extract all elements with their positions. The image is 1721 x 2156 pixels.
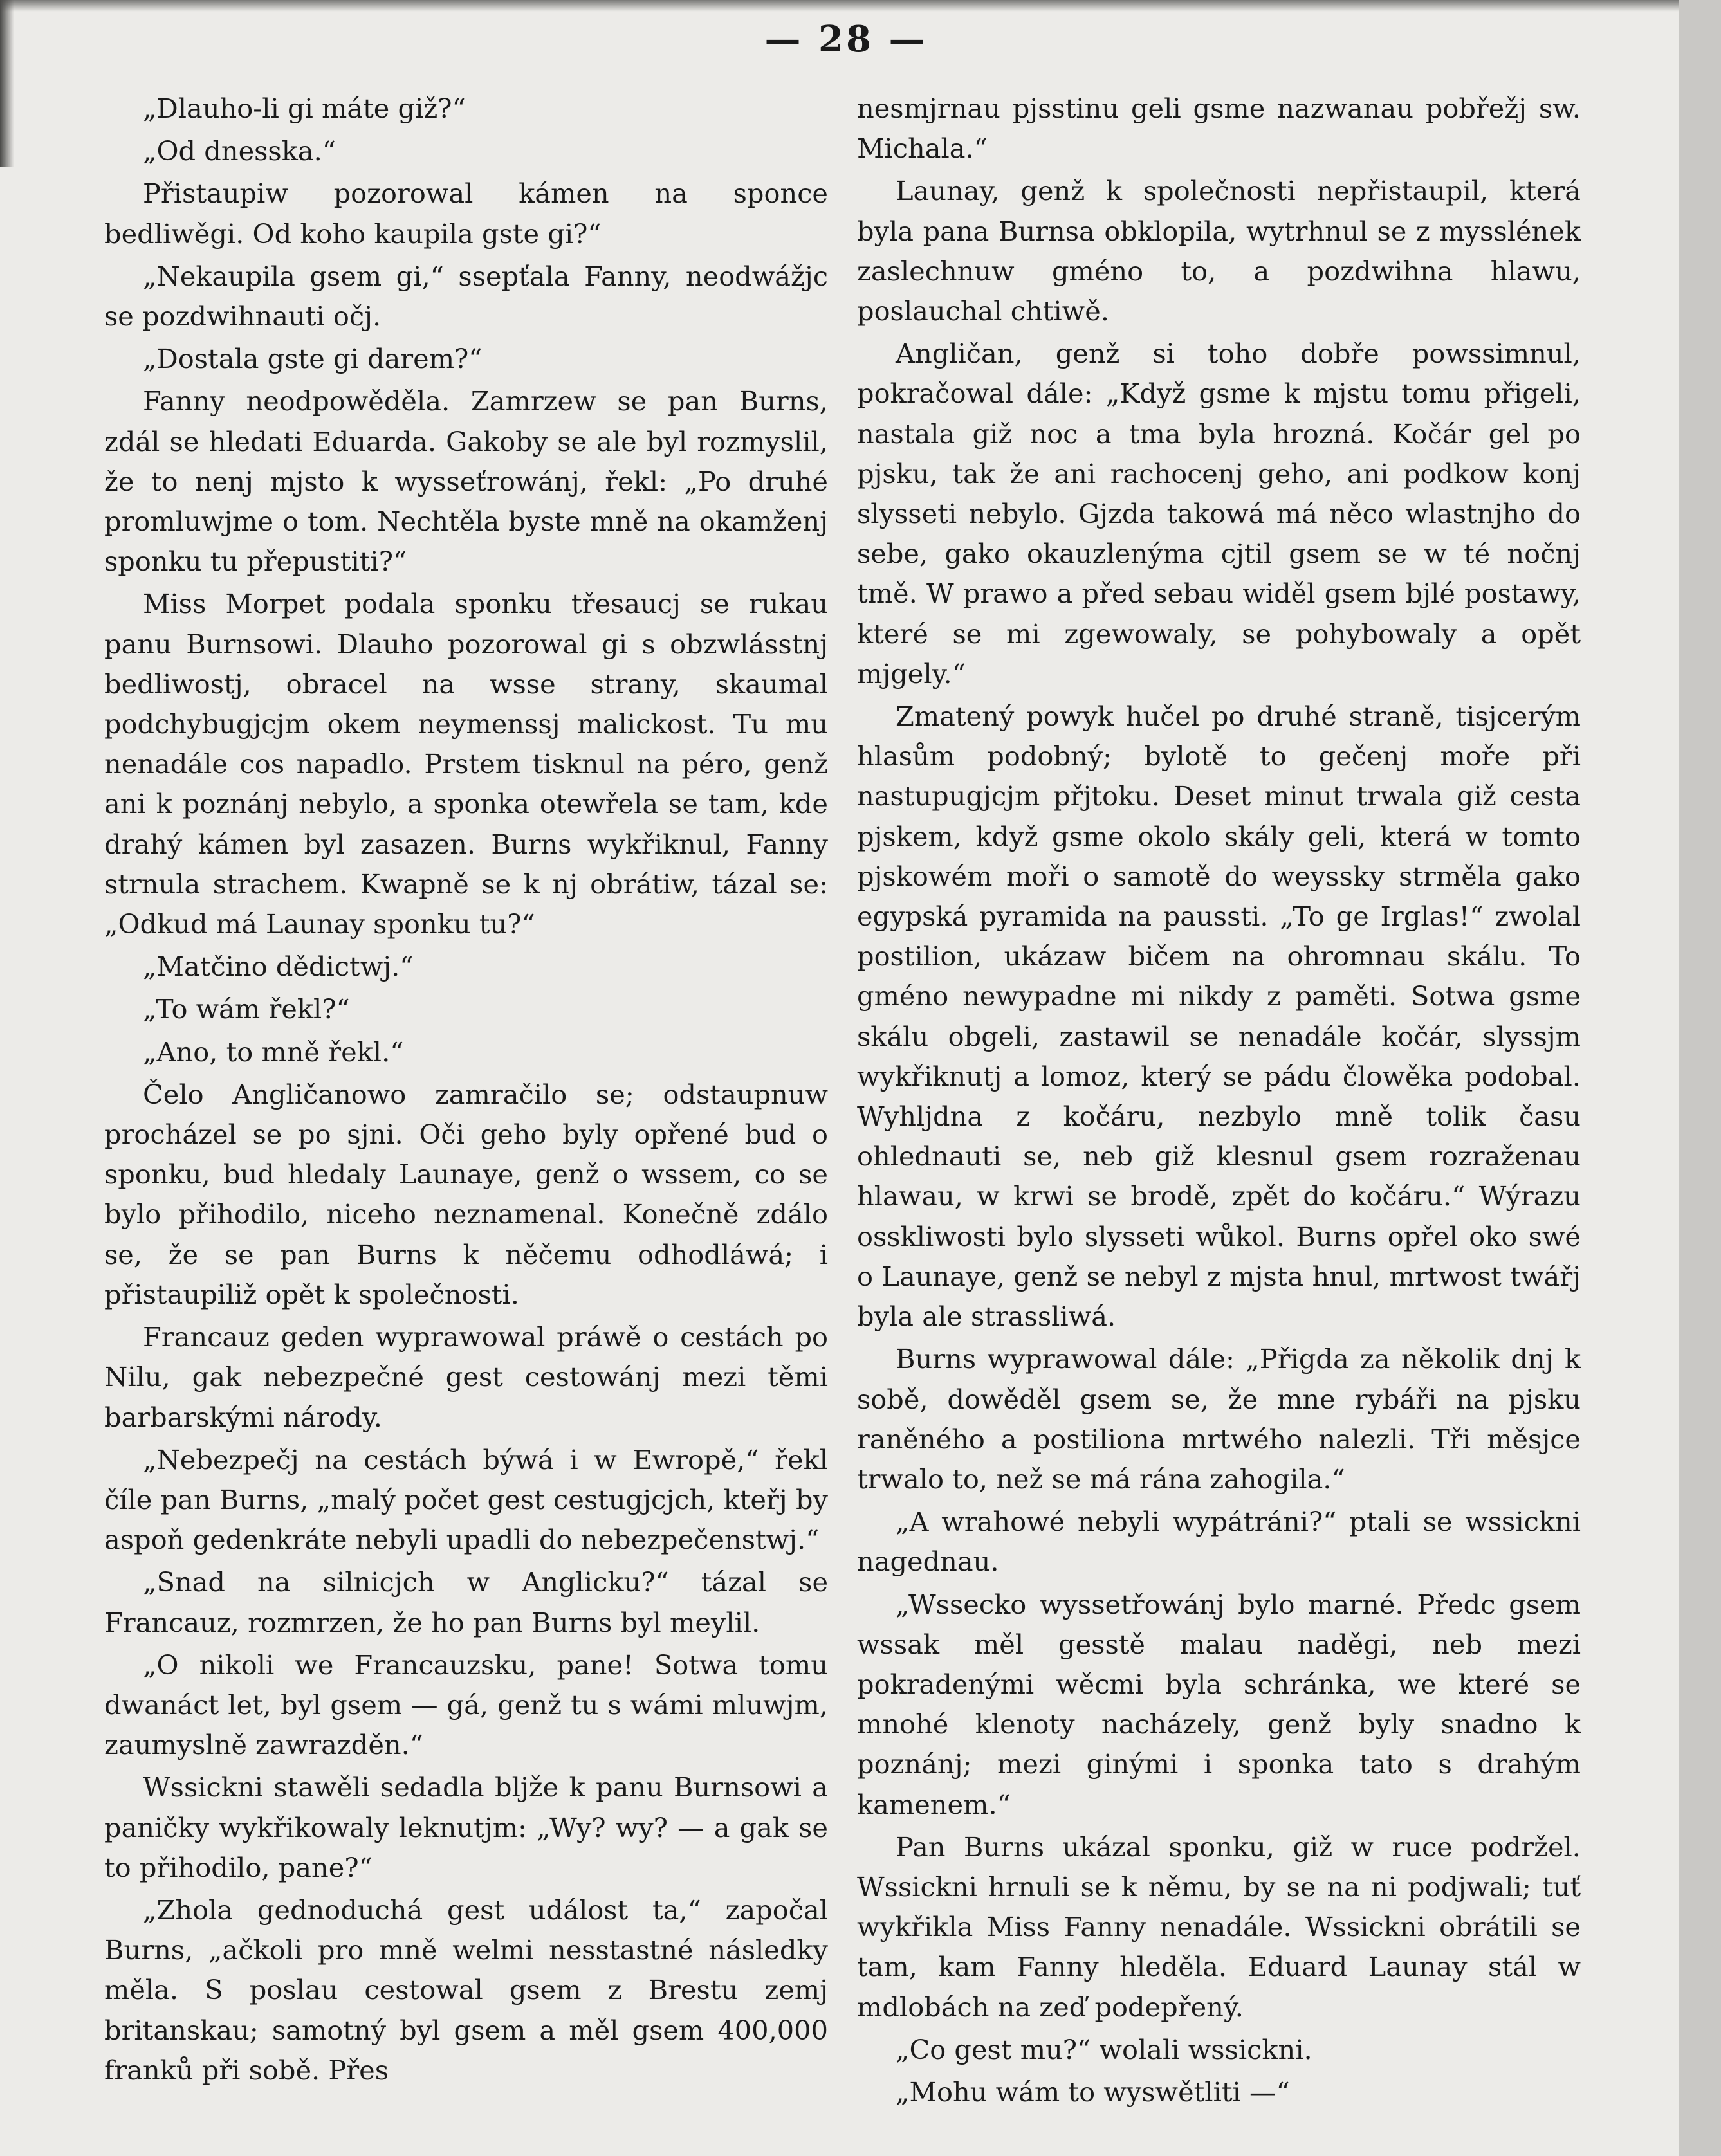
paragraph: „Nebezpečj na cestách býwá i w Ewropě,“ řekl číle pan Burns, „malý počet gest cestugjcjch, kteřj by aspoň gedenkráte nebyli upadli do nebezpečenstwj.“	[104, 1443, 828, 1556]
paragraph: „A wrahowé nebyli wypátránі?“ ptali se wssickni nagednau.	[857, 1506, 1581, 1578]
paragraph: Přistaupiw pozorowal kámen na sponce bedliwěgi. Od koho kaupila gste gi?“	[104, 178, 828, 250]
scan-margin	[1679, 0, 1721, 2156]
paragraph: „Matčino dědictwj.“	[143, 951, 414, 983]
paragraph: „Snad na silnicjch w Anglicku?“ tázal se Francauz, rozmrzen, že ho pan Burns byl meylil.	[104, 1566, 828, 1638]
paragraph: „Ano, to mně řekl.“	[143, 1036, 404, 1068]
paragraph: Launay, genž k společnosti nepřistaupil, která byla pana Burnsa obklopila, wytrhnul se z mysslének zaslechnuw gméno to, a pozdwihna hlawu, poslauchal chtiwě.	[857, 175, 1581, 327]
paragraph: „Mohu wám to wyswětliti —“	[896, 2076, 1290, 2108]
paragraph-continued: nesmjrnau pjsstinu geli gsme nazwanau pobřežj sw. Michala.“	[857, 93, 1581, 165]
left-column	[104, 89, 828, 2090]
paragraph: Pan Burns ukázal sponku, giž w ruce podržel. Wssickni hrnuli se k němu, by se na ni podjwali; tuť wykřikla Miss Fanny nenadále. Wssickni obrátili se tam, kam Fanny hleděla. Eduard Launay stál w mdlobách na zeď podepřený.	[857, 1831, 1581, 2023]
paragraph: Francauz geden wyprawowal práwě o cestách po Nilu, gak nebezpečné gest cestowánj mezi těmi barbarskými národy.	[104, 1321, 828, 1433]
paragraph: Miss Morpet podala sponku třesaucj se rukau panu Burnsowi. Dlauho pozorowal gi s obzwlásstnj bedliwostj, obracel na wsse strany, skaumal podchybugjcjm okem neymenssj malickost. Tu mu nenadále cos napadlo. Prstem tisknul na péro, genž ani k poznánj nebylo, a sponka otewřela se tam, kde drahý kámen byl zasazen. Burns wykřiknul, Fanny strnula strachem. Kwapně se k nj obrátiw, tázal se: „Odkud má Launay sponku tu?“	[104, 588, 828, 940]
paragraph: Fanny neodpowěděla. Zamrzew se pan Burns, zdál se hledati Eduarda. Gakoby se ale byl rozmyslil, že to nenj mjsto k wysseťrowánj, řekl: „Po druhé promluwjme o tom. Nechtěla byste mně na okamženj sponku tu přepustiti?“	[104, 385, 828, 578]
paragraph: Burns wyprawowal dále: „Přigda za několik dnj k sobě, dowěděl gsem se, že mne rybáři na pjsku raněného a postiliona mrtwého nalezli. Tři měsjce trwalo to, než se má rána zahogila.“	[857, 1343, 1581, 1495]
right-column	[857, 89, 1581, 2112]
paragraph: Zmatený powyk hučel po druhé straně, tisjcerým hlasům podobný; bylotě to gečenj moře při nastupugjcjm přjtoku. Deset minut trwala giž cesta pjskem, když gsme okolo skály geli, která w tomto pjskowém moři o samotě do weysskу strměla gako egypská pyramida na paussti. „To ge Irglas!“ zwolal postilion, ukázaw bičem na ohromnau skálu. To gméno newypadne mi nikdy z paměti. Sotwa gsme skálu obgeli, zastawil se nenadále kočár, slyssjm wykřiknutj a lomoz, který se pádu člowěka podobal. Wyhljdna z kočáru, nezbylo mně tolik času ohlednauti se, neb giž klesnul gsem rozraženau hlawau, w krwi se brodě, zpět do kočáru.“ Wýrazu ossklіwosti bylo slysseti wůkol. Burns opřel oko swé o Launaye, genž se nebyl z mjsta hnul, mrtwost twářj byla ale strassliwá.	[857, 700, 1581, 1333]
paragraph: Angličan, genž si toho dobře powssimnul, pokračowal dále: „Když gsme k mjstu tomu přigeli, nastala giž noc a tma byla hrozná. Kočár gel po pjsku, tak že ani rachocenj geho, ani podkow konj slysseti nebylo. Gjzda takowá má něco wlastnjho do sebe, gako okauzlenýma cjtil gsem se w té nočnj tmě. W prawo a před sebau widěl gsem bjlé postawy, které se mi zgewowaly, se pohybowaly a opět mjgely.“	[857, 338, 1581, 690]
paragraph: „Wssecko wyssetřowánj bylo marné. Předc gsem wssak měl gesstě malau naděgi, neb mezi pokradenými wěcmi byla schránka, we které se mnohé klenoty nacházely, genž byly snadno k poznánj; mezi ginými i sponka tato s drahým kamenem.“	[857, 1588, 1581, 1820]
paragraph: „Dostala gste gi darem?“	[143, 343, 483, 375]
paragraph: „To wám řekl?“	[143, 993, 350, 1025]
paragraph: Wssickni stawěli sedadla blјže k panu Burnsowi a paničky wykřikowaly leknutjm: „Wy? wy? — a gak se to přihodilo, pane?“	[104, 1771, 828, 1883]
page-number: — 28 —	[764, 18, 928, 60]
paragraph: „Od dnesska.“	[143, 135, 336, 167]
scan-top-shadow	[0, 0, 1679, 12]
paragraph: „O nikoli we Francauzsku, pane! Sotwa tomu dwanáct let, byl gsem — gá, genž tu s wámi mluwjm, zaumyslně zawrazděn.“	[104, 1649, 828, 1761]
paragraph: „Zhola gednoduchá gest událost ta,“ započal Burns, „ačkoli pro mně welmi nesstastné následky měla. S poslau cestowal gsem z Brestu zemj britanskau; samotný byl gsem a měl gsem 400,000 franků při sobě. Přes	[104, 1894, 828, 2086]
scan-binding-shadow	[0, 0, 14, 167]
paragraph: Čelo Angličanowo zamračilo se; odstaupnuw procházel se po sjni. Oči geho byly opřené bud o sponku, bud hledaly Launaye, genž o wssem, co se bylo přihodilo, nicehо neznamenal. Konečně zdálo se, že se pan Burns k něčemu odhodláwá; i přistaupiliž opět k společnosti.	[104, 1078, 828, 1310]
paragraph: „Dlauho-li gi máte giž?“	[143, 93, 466, 124]
paragraph: „Co gest mu?“ wolali wssickni.	[896, 2033, 1312, 2065]
paragraph: „Nekaupila gsem gi,“ ssepťala Fanny, neodwážjc se pozdwihnauti očj.	[104, 260, 828, 333]
